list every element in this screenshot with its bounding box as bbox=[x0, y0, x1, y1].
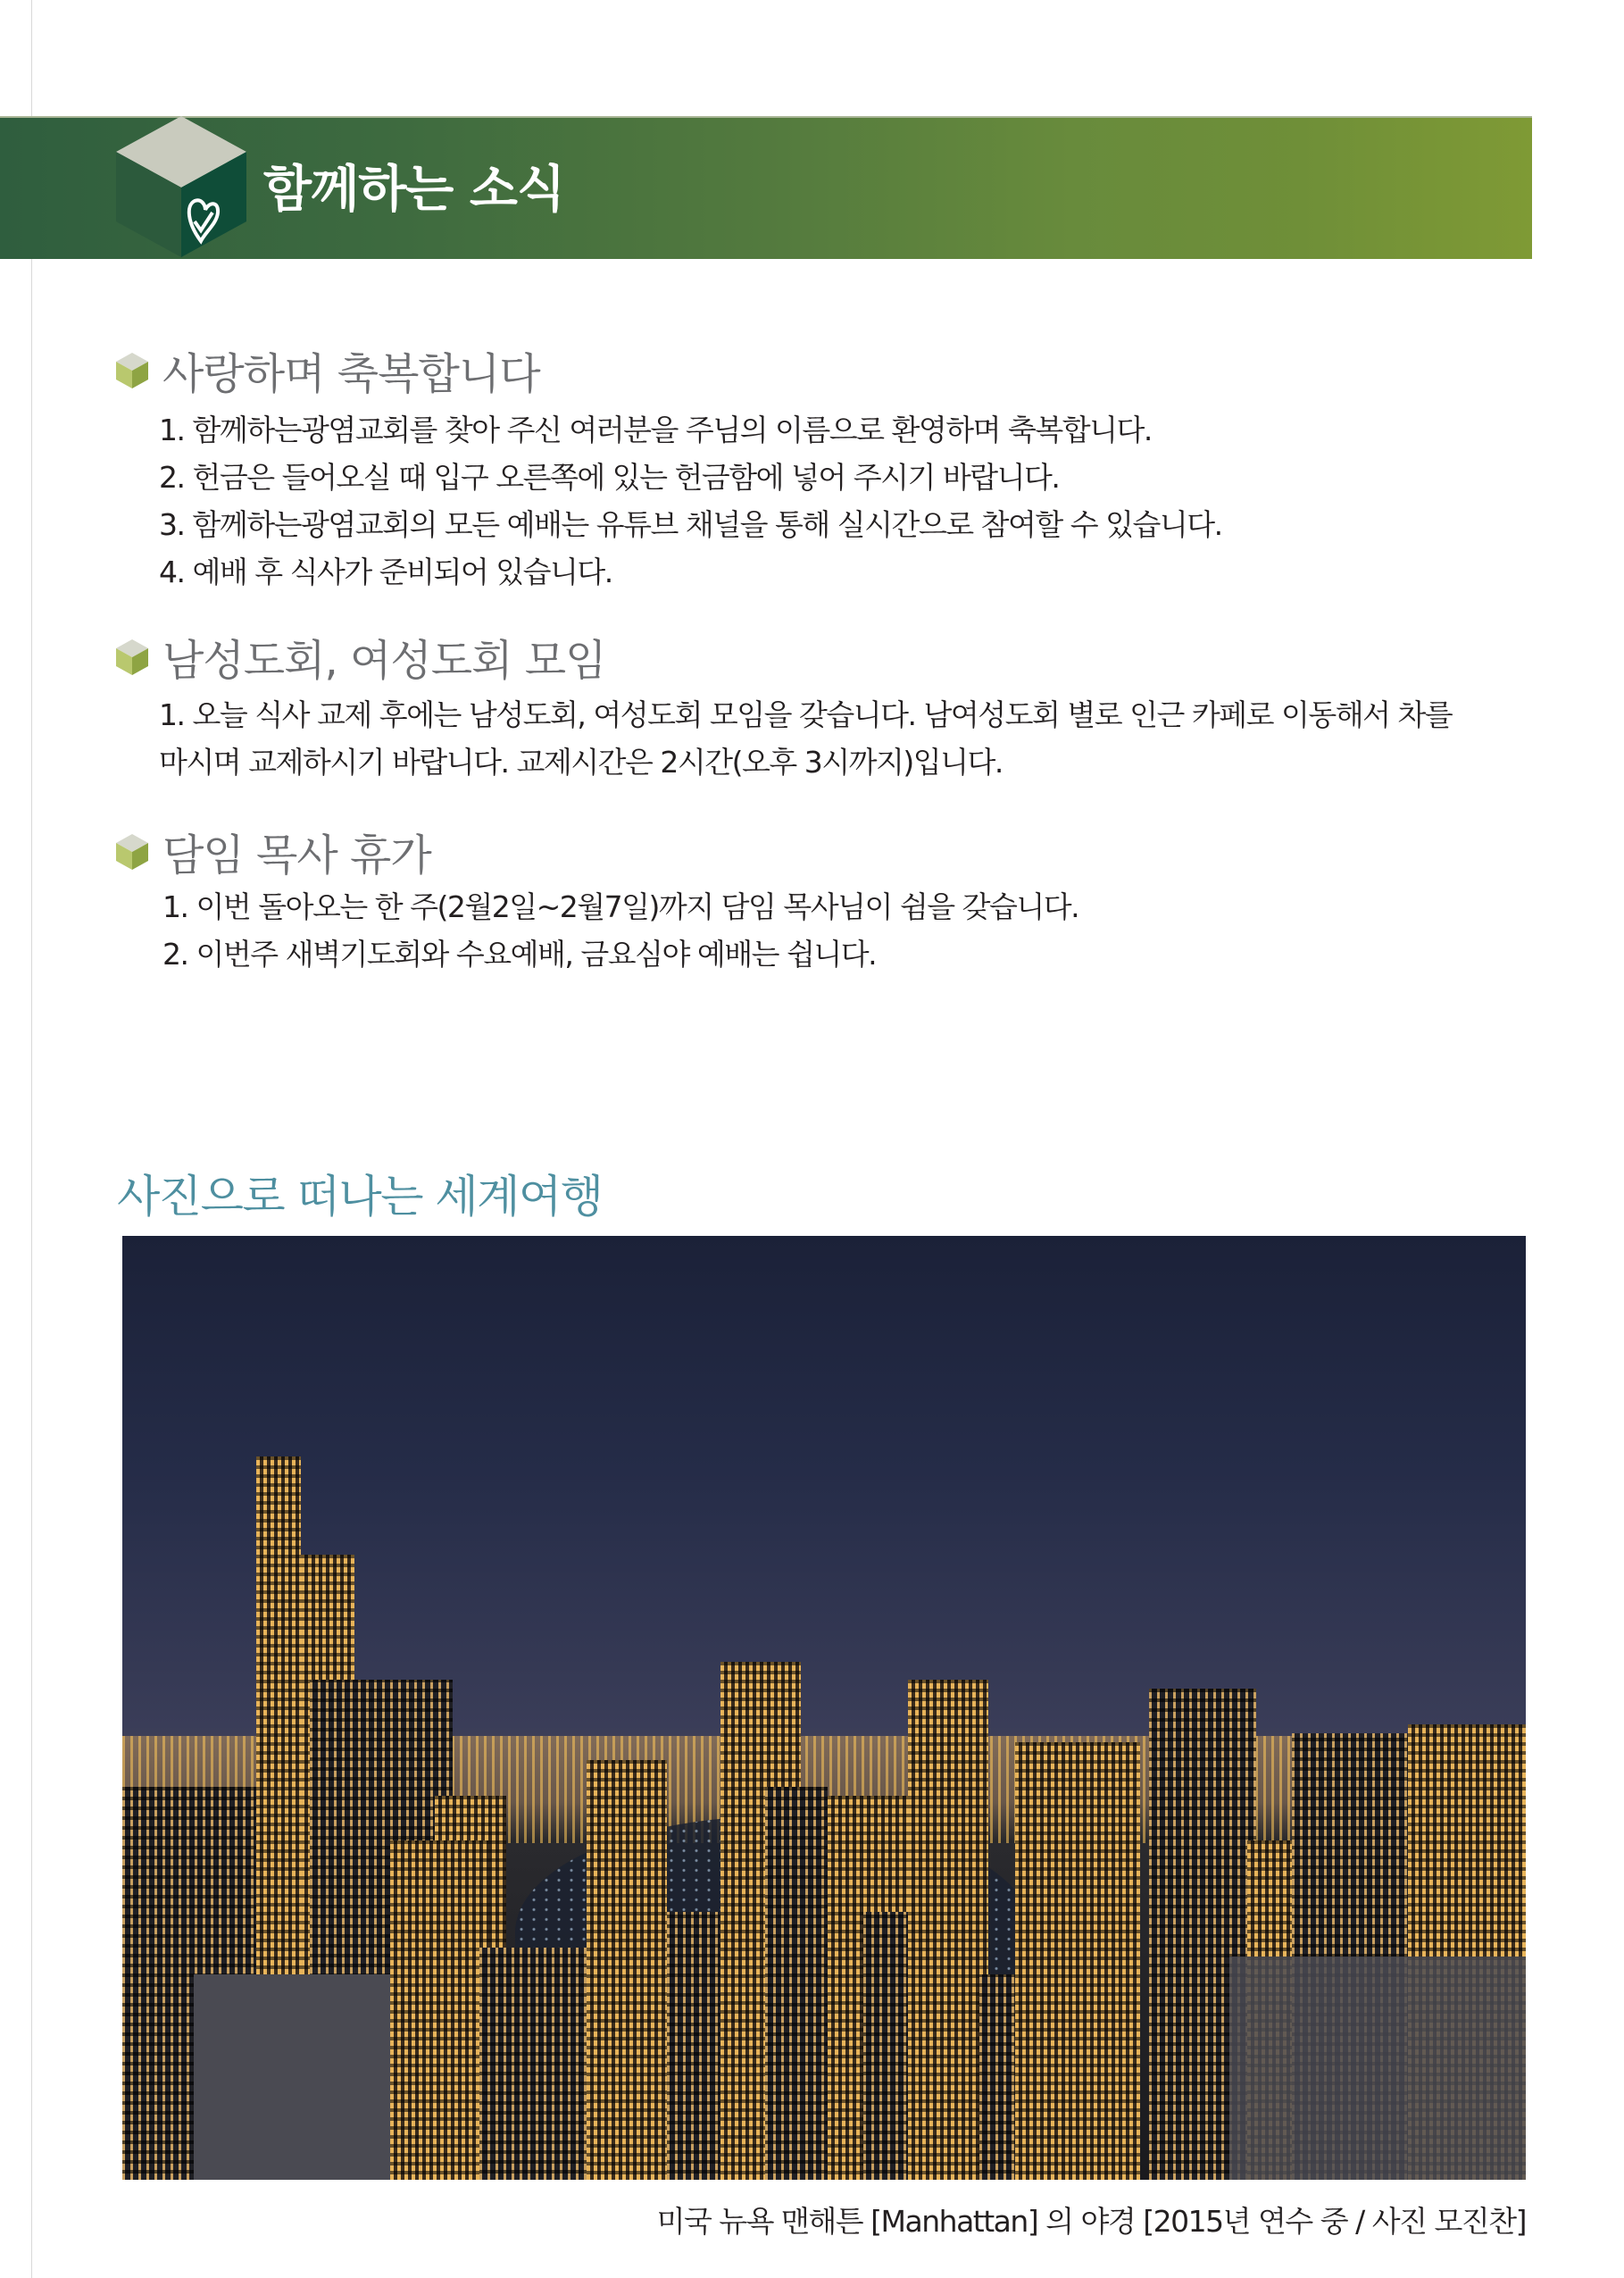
list-item: 1. 함께하는광염교회를 찾아 주신 여러분을 주님의 이름으로 환영하며 축복합니다. bbox=[159, 413, 1152, 447]
section-heading bbox=[114, 626, 605, 688]
banner-title: 함께하는 소식 bbox=[263, 161, 565, 219]
list-item: 1. 이번 돌아오는 한 주(2월2일~2월7일)까지 담임 목사님이 쉼을 갖습니다. bbox=[162, 889, 1079, 924]
photo-caption: 미국 뉴욕 맨해튼 [Manhattan] 의 야경 [2015년 연수 중 / 사진 모진찬] bbox=[656, 2204, 1526, 2239]
cube-bullet-icon bbox=[114, 638, 150, 677]
list-item: 마시며 교제하시기 바랍니다. 교제시간은 2시간(오후 3시까지)입니다. bbox=[159, 745, 1003, 780]
list-item: 2. 헌금은 들어오실 때 입구 오른쪽에 있는 헌금함에 넣어 주시기 바랍니다. bbox=[159, 460, 1060, 495]
building bbox=[390, 1840, 488, 2180]
list-item: 4. 예배 후 식사가 준비되어 있습니다. bbox=[159, 555, 612, 589]
photo-section-title: 사진으로 떠나는 세계여행 bbox=[117, 1171, 603, 1222]
list-item: 2. 이번주 새벽기도회와 수요예배, 금요심야 예배는 쉽니다. bbox=[162, 937, 877, 972]
cube-bullet-icon bbox=[114, 832, 150, 872]
section-heading-text: 담임 목사 휴가 bbox=[162, 830, 431, 880]
cube-bullet-icon bbox=[114, 351, 150, 390]
section-heading-text: 남성도회, 여성도회 모임 bbox=[162, 636, 606, 686]
building bbox=[587, 1760, 667, 2180]
building bbox=[908, 1680, 988, 2180]
section-heading-text: 사랑하며 축복합니다 bbox=[162, 349, 540, 399]
list-item: 3. 함께하는광염교회의 모든 예배는 유튜브 채널을 통해 실시간으로 참여할 수 있습니다. bbox=[159, 507, 1222, 542]
section-heading bbox=[114, 339, 540, 401]
page-margin-line bbox=[31, 0, 32, 2278]
building bbox=[765, 1787, 828, 2180]
section-heading bbox=[114, 821, 431, 882]
manhattan-night-photo bbox=[122, 1236, 1526, 2180]
building bbox=[1015, 1742, 1140, 2180]
building bbox=[479, 1948, 595, 2180]
building bbox=[1229, 1957, 1526, 2180]
list-item: 1. 오늘 식사 교제 후에는 남성도회, 여성도회 모임을 갖습니다. 남여성도회 별로 인근 카페로 이동해서 차를 bbox=[159, 697, 1453, 732]
heart-cube-icon bbox=[116, 116, 246, 257]
